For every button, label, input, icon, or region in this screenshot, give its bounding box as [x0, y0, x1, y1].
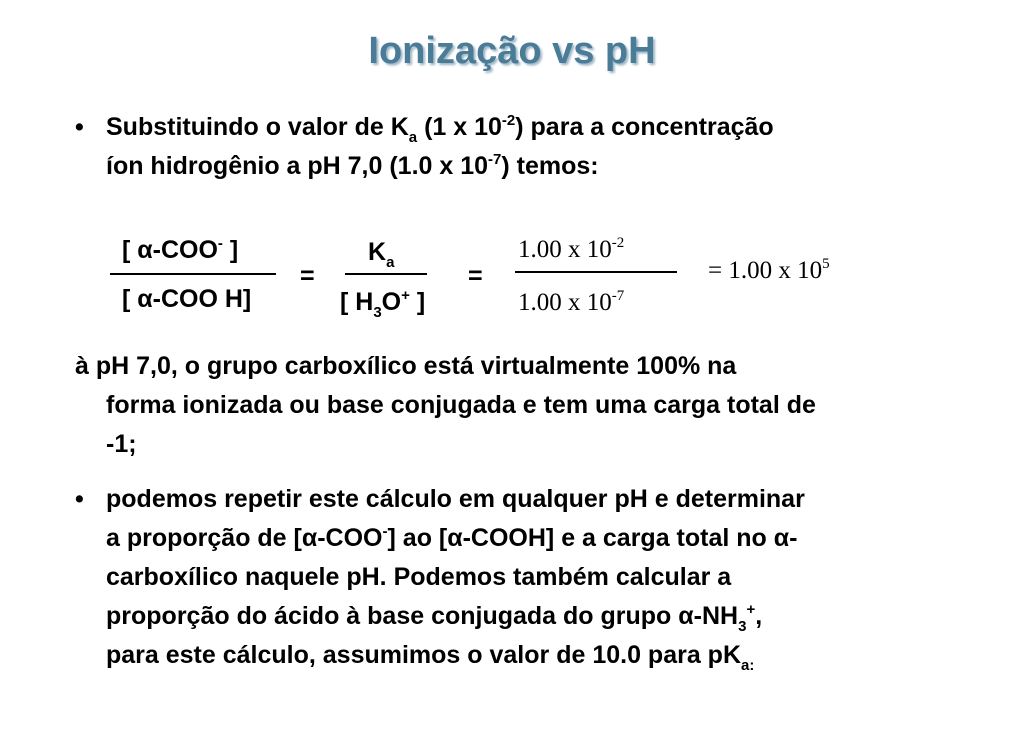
ka-subscript: a [408, 129, 418, 146]
subscript: 3 [738, 618, 747, 635]
num2-subscript: a [386, 254, 395, 271]
fraction2-denominator [340, 286, 426, 321]
para2-line2: forma ionizada ou base conjugada e tem uma carga total de [106, 391, 816, 419]
fraction2-numerator [368, 238, 395, 271]
bullet-marker: • [75, 485, 84, 513]
para3-line4-a: proporção do ácido à base conjugada do grupo α-NH [106, 602, 739, 630]
para3-line3: carboxílico naquele pH. Podemos também calcular a [106, 563, 732, 591]
para1-line2-a: íon hidrogênio a pH 7,0 (1.0 x 10 [106, 152, 489, 180]
fraction3-bar [515, 271, 677, 273]
para3-line2-b: ] ao [α-COOH] e a carga total no α- [387, 524, 798, 552]
num1-superscript: - [217, 234, 223, 252]
fraction1-bar [110, 273, 276, 275]
num2-text: K [368, 238, 387, 266]
subscript: a: [741, 657, 755, 674]
den2-text-c: ] [409, 288, 426, 316]
para1-text-a: Substituindo o valor de K [106, 113, 409, 141]
bullet-paragraph-1 [75, 108, 985, 186]
para3-line4-b: , [755, 602, 763, 630]
equals-sign-1: = [300, 262, 315, 290]
para3-line2-a: a proporção de [α-COO [106, 524, 383, 552]
slide-title: Ionização vs pH [368, 30, 656, 72]
para2-line1: à pH 7,0, o grupo carboxílico está virtualmente 100% na [75, 352, 737, 380]
fraction1-numerator [122, 236, 238, 265]
superscript: + [746, 600, 756, 618]
para1-text-b: (1 x 10 [417, 113, 502, 141]
num1-close: ] [222, 236, 239, 264]
paragraph-2 [75, 347, 985, 464]
num3-superscript: -2 [611, 234, 625, 251]
fraction3-numerator [518, 236, 624, 264]
bullet-marker: • [75, 113, 84, 141]
para3-line1: podemos repetir este cálculo em qualquer pH e determinar [106, 485, 805, 513]
den2-superscript: + [401, 286, 410, 304]
para3-line5-a: para este cálculo, assumimos o valor de 10.0 para pK [106, 641, 741, 669]
exponent: -7 [488, 150, 502, 168]
fraction2-bar [345, 273, 427, 275]
bullet-paragraph-3 [75, 480, 985, 675]
den2-subscript: 3 [373, 304, 382, 321]
para2-line3: -1; [106, 430, 137, 458]
para1-text-c: ) para a concentração [515, 113, 774, 141]
equation-result [708, 257, 830, 285]
result-text: = 1.00 x 10 [708, 257, 823, 284]
fraction1-denominator: [ α-COO H] [122, 285, 252, 313]
num3-text: 1.00 x 10 [518, 236, 612, 263]
den2-text-a: [ H [340, 288, 374, 316]
den2-text-b: O [381, 288, 402, 316]
num1-text: [ α-COO [122, 236, 218, 264]
den3-text: 1.00 x 10 [518, 289, 612, 316]
fraction3-denominator [518, 289, 624, 317]
equals-sign-2: = [468, 262, 483, 290]
exponent: -2 [501, 111, 516, 129]
para1-line2-b: ) temos: [501, 152, 599, 180]
result-superscript: 5 [822, 255, 830, 272]
exponent: - [382, 522, 388, 540]
den3-superscript: -7 [611, 287, 625, 304]
